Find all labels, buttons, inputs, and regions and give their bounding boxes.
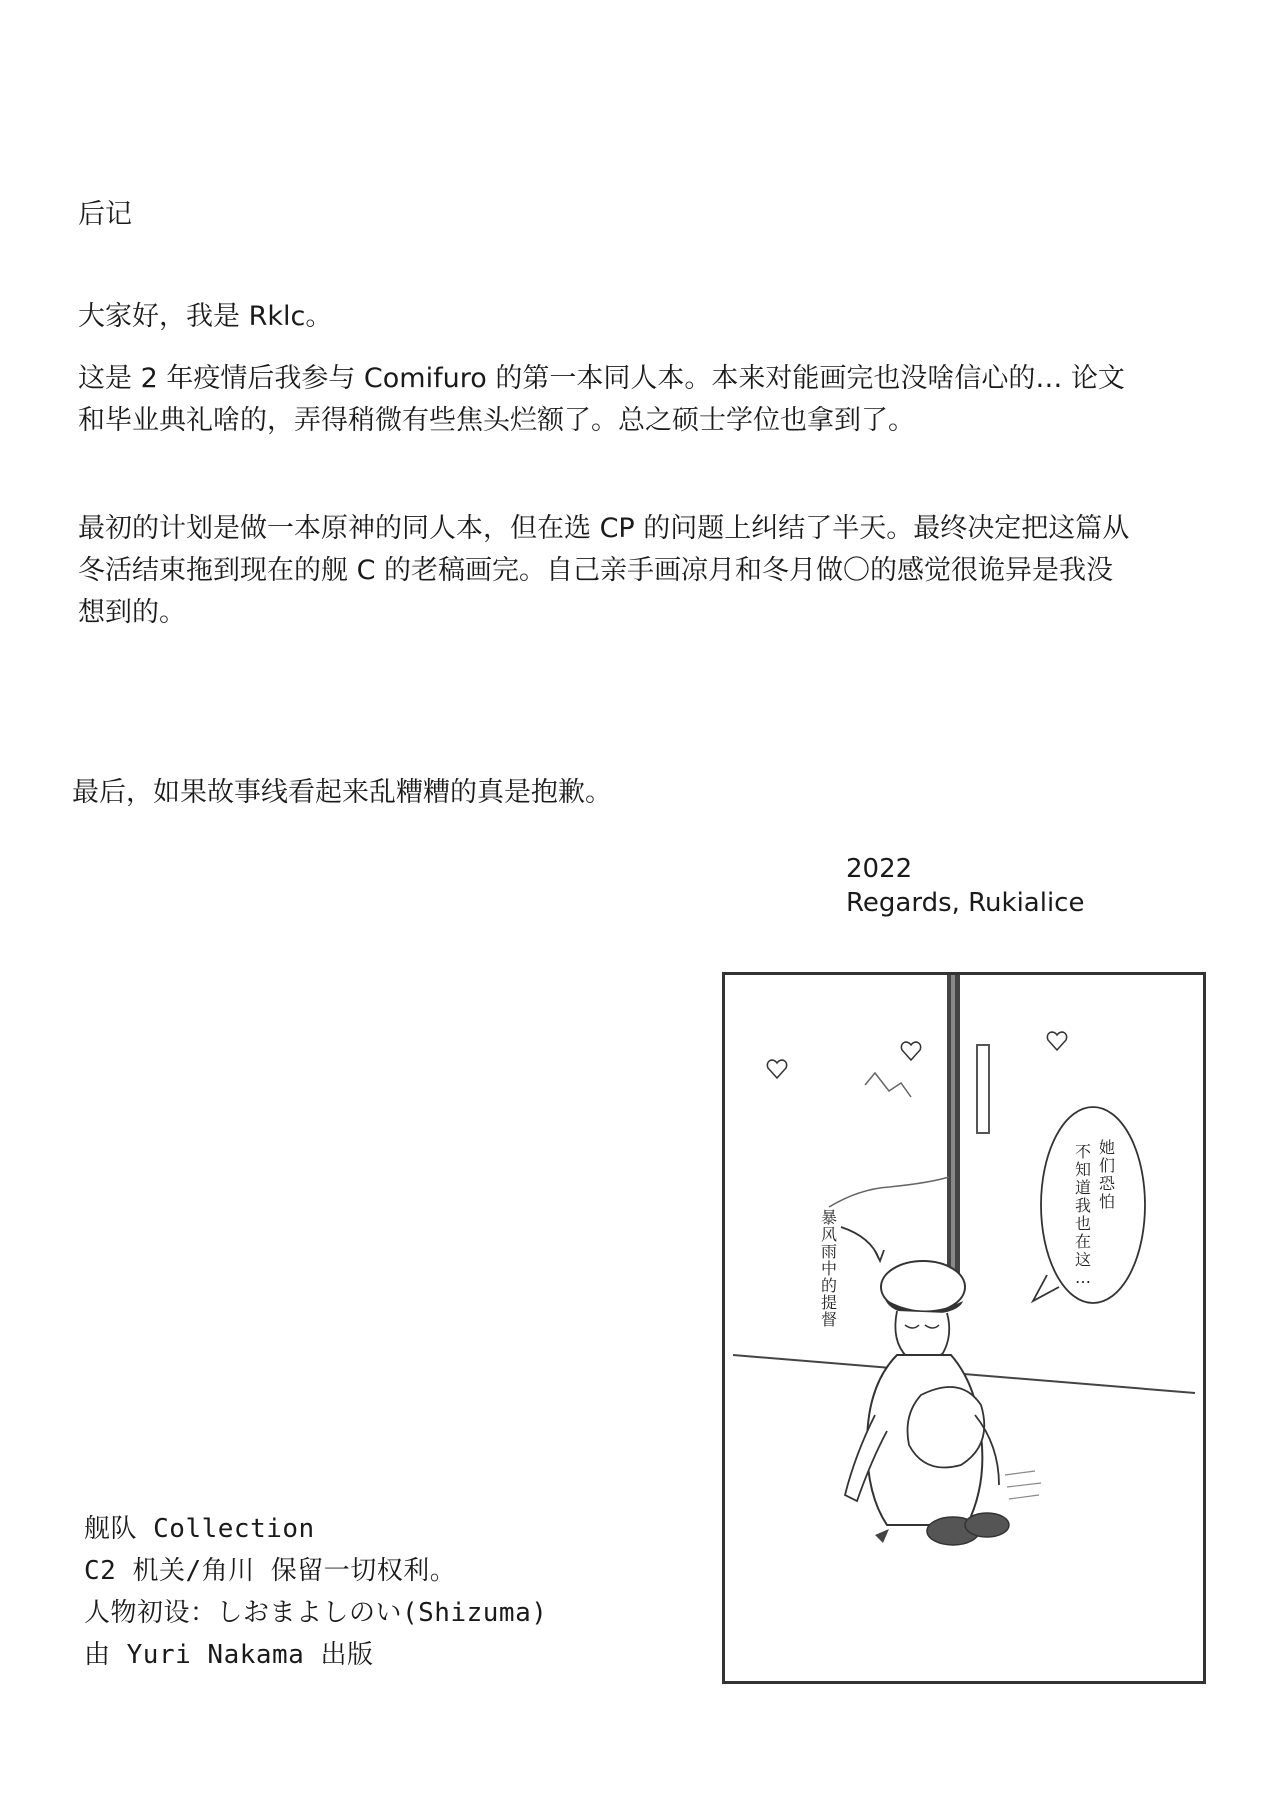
- afterword-heading: 后记: [78, 199, 132, 230]
- heart-icon: [767, 1060, 786, 1078]
- vertical-char: 不: [1074, 1142, 1092, 1161]
- speech-bubble: [1041, 1107, 1145, 1303]
- paragraph-2-line-2: 冬活结束拖到现在的舰 C 的老稿画完。自己亲手画凉月和冬月做〇的感觉很诡异是我没: [78, 555, 1114, 586]
- credit-line-publisher: 由 Yuri Nakama 出版: [84, 1640, 374, 1670]
- vertical-char: 道: [1074, 1178, 1092, 1197]
- vertical-char: 们: [1098, 1156, 1116, 1175]
- vertical-char: 提: [820, 1293, 838, 1312]
- credit-line-design: 人物初设：しおまよしのい(Shizuma): [84, 1598, 548, 1628]
- vertical-char: 这: [1074, 1250, 1092, 1269]
- vertical-char: 恐: [1098, 1174, 1116, 1193]
- vertical-char: 知: [1074, 1160, 1092, 1179]
- vertical-caption-left: [821, 1208, 837, 1329]
- vertical-char: 雨: [820, 1242, 838, 1261]
- credits-block: [84, 1508, 547, 1676]
- credit-line-title: 舰队 Collection: [84, 1514, 315, 1544]
- heart-icon: [1047, 1032, 1066, 1050]
- vertical-char: 她: [1098, 1138, 1116, 1157]
- arrow: [841, 1227, 879, 1259]
- illustration-panel: [722, 972, 1206, 1684]
- vertical-char: 也: [1074, 1214, 1092, 1233]
- signature-name: Regards, Rukialice: [846, 888, 1085, 918]
- vertical-char: …: [1075, 1268, 1091, 1287]
- bubble-text-column-2: [1075, 1142, 1091, 1287]
- vertical-char: 暴: [820, 1208, 838, 1227]
- character-shoe: [965, 1513, 1009, 1537]
- credit-line-rights: C2 机关/角川 保留一切权利。: [84, 1556, 457, 1586]
- vertical-char: 风: [820, 1225, 838, 1244]
- vertical-char: 在: [1074, 1232, 1092, 1251]
- vertical-char: 的: [820, 1276, 838, 1295]
- vertical-char: 督: [820, 1310, 838, 1329]
- vertical-char: 我: [1074, 1196, 1092, 1215]
- vertical-char: 怕: [1098, 1192, 1116, 1211]
- bubble-text-column-1: [1099, 1138, 1116, 1211]
- character-knees: [908, 1387, 985, 1468]
- heart-icon: [901, 1042, 920, 1060]
- sketch-illustration: [725, 975, 1203, 1681]
- paragraph-2: [78, 508, 1129, 634]
- vertical-char: 中: [820, 1259, 838, 1278]
- paragraph-1: [78, 358, 1125, 442]
- wall-slot: [977, 1045, 989, 1133]
- paragraph-1-line-1: 这是 2 年疫情后我参与 Comifuro 的第一本同人本。本来对能画完也没啥信心的… 论文: [78, 363, 1125, 394]
- paragraph-2-line-3: 想到的。: [78, 597, 186, 628]
- closing-line: 最后，如果故事线看起来乱糟糟的真是抱歉。: [72, 777, 612, 808]
- paragraph-1-line-2: 和毕业典礼啥的，弄得稍微有些焦头烂额了。总之硕士学位也拿到了。: [78, 405, 915, 436]
- signature-year: 2022: [846, 854, 913, 884]
- paragraph-2-line-1: 最初的计划是做一本原神的同人本，但在选 CP 的问题上纠结了半天。最终决定把这篇从: [78, 513, 1130, 544]
- greeting-line: 大家好，我是 Rklc。: [78, 301, 333, 332]
